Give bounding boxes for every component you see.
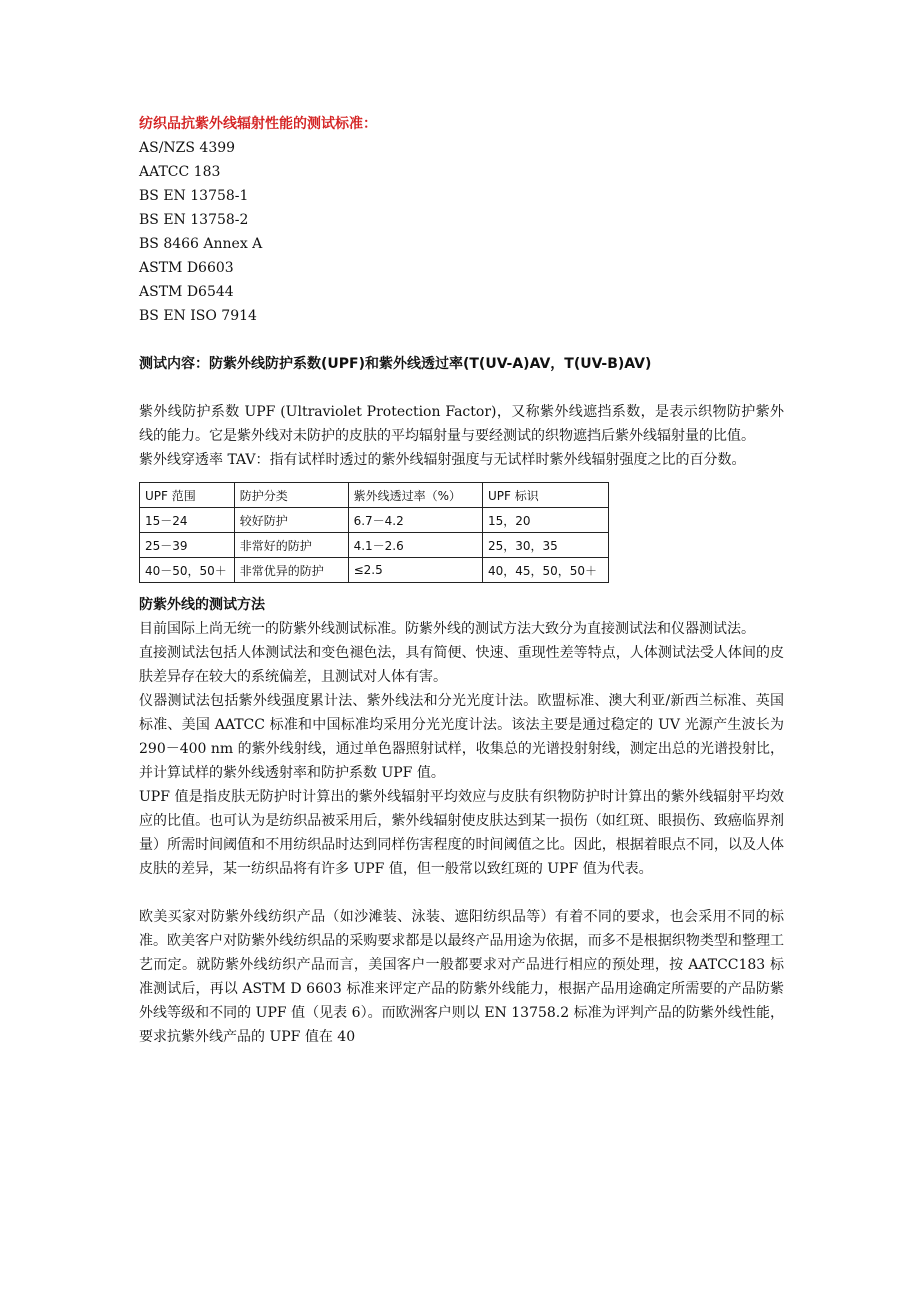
- table-cell: 较好防护: [234, 508, 348, 533]
- table-header-row: [140, 483, 609, 508]
- upf-definition-paragraph: 紫外线防护系数 UPF (Ultraviolet Protection Factor)，又称紫外线遮挡系数，是表示织物防护紫外线的能力。它是紫外线对未防护的皮肤的平均辐射量与要经测试的织物遮挡后紫外线辐射量的比值。: [139, 404, 784, 444]
- table-cell: 4.1－2.6: [348, 533, 482, 558]
- buyer-requirements-paragraph: 欧美买家对防紫外线纺织产品（如沙滩装、泳装、遮阳纺织品等）有着不同的要求，也会采用不同的标准。欧美客户对防紫外线纺织品的采购要求都是以最终产品用途为依据，而多不是根据织物类型和整理工艺而定。就防紫外线纺织产品而言，美国客户一般都要求对产品进行相应的预处理，按 AATCC183 标准测试后，再以 ASTM D 6603 标准来评定产品的防紫外线能力，根据产品用途确定所需要的产品防紫外线等级和不同的 UPF 值（见表 6）。而欧洲客户则以 EN 13758.2 标准为评判产品的防紫外线性能，要求抗紫外线产品的 UPF 值在 40: [139, 909, 784, 1045]
- standards-title: 纺织品抗紫外线辐射性能的测试标准：: [139, 116, 377, 132]
- table-cell: 40－50，50＋: [140, 558, 235, 583]
- table-cell: ≤2.5: [348, 558, 482, 583]
- standard-item: BS EN ISO 7914: [139, 308, 257, 324]
- table-header-cell: UPF 范围: [140, 483, 235, 508]
- standard-item: ASTM D6544: [139, 284, 234, 300]
- standard-item: BS EN 13758-1: [139, 188, 249, 204]
- upf-classification-table: [139, 482, 609, 583]
- table-cell: 40，45，50，50＋: [482, 558, 608, 583]
- test-content-heading: 测试内容：防紫外线防护系数(UPF)和紫外线透过率(T(UV-A)AV，T(UV-B)AV): [139, 356, 652, 372]
- standard-item: ASTM D6603: [139, 260, 234, 276]
- methods-paragraph: 直接测试法包括人体测试法和变色褪色法，具有简便、快速、重现性差等特点，人体测试法受人体间的皮肤差异存在较大的系统偏差，且测试对人体有害。: [139, 645, 784, 685]
- standard-item: AATCC 183: [139, 164, 221, 180]
- table-header-cell: 紫外线透过率（%）: [348, 483, 482, 508]
- standard-item: BS EN 13758-2: [139, 212, 249, 228]
- table-cell: 25－39: [140, 533, 235, 558]
- standards-list: [139, 136, 784, 328]
- table-cell: 非常优异的防护: [234, 558, 348, 583]
- table-header-cell: 防护分类: [234, 483, 348, 508]
- table-row: [140, 533, 609, 558]
- table-header-cell: UPF 标识: [482, 483, 608, 508]
- methods-paragraph: UPF 值是指皮肤无防护时计算出的紫外线辐射平均效应与皮肤有织物防护时计算出的紫外线辐射平均效应的比值。也可认为是纺织品被采用后，紫外线辐射使皮肤达到某一损伤（如红斑、眼损伤、致癌临界剂量）所需时间阈值和不用纺织品时达到同样伤害程度的时间阈值之比。因此，根据着眼点不同，以及人体皮肤的差异，某一纺织品将有许多 UPF 值，但一般常以致红斑的 UPF 值为代表。: [139, 789, 784, 877]
- tav-definition-paragraph: 紫外线穿透率 TAV：指有试样时透过的紫外线辐射强度与无试样时紫外线辐射强度之比的百分数。: [139, 452, 746, 468]
- table-row: [140, 558, 609, 583]
- methods-paragraph: 仪器测试法包括紫外线强度累计法、紫外线法和分光光度计法。欧盟标准、澳大利亚/新西兰标准、英国标准、美国 AATCC 标准和中国标准均采用分光光度计法。该法主要是通过稳定的 UV 光源产生波长为 290－400 nm 的紫外线射线，通过单色器照射试样，收集总的光谱投射射线，测定出总的光谱投射比，并计算试样的紫外线透射率和防护系数 UPF 值。: [139, 693, 784, 781]
- standard-item: AS/NZS 4399: [139, 140, 236, 156]
- methods-paragraph: 目前国际上尚无统一的防紫外线测试标准。防紫外线的测试方法大致分为直接测试法和仪器测试法。: [139, 621, 755, 637]
- table-cell: 25，30，35: [482, 533, 608, 558]
- table-row: [140, 508, 609, 533]
- document-page: [139, 110, 784, 1049]
- table-cell: 15，20: [482, 508, 608, 533]
- table-cell: 6.7－4.2: [348, 508, 482, 533]
- standard-item: BS 8466 Annex A: [139, 236, 263, 252]
- test-methods-heading: 防紫外线的测试方法: [139, 597, 265, 613]
- table-cell: 非常好的防护: [234, 533, 348, 558]
- table-cell: 15－24: [140, 508, 235, 533]
